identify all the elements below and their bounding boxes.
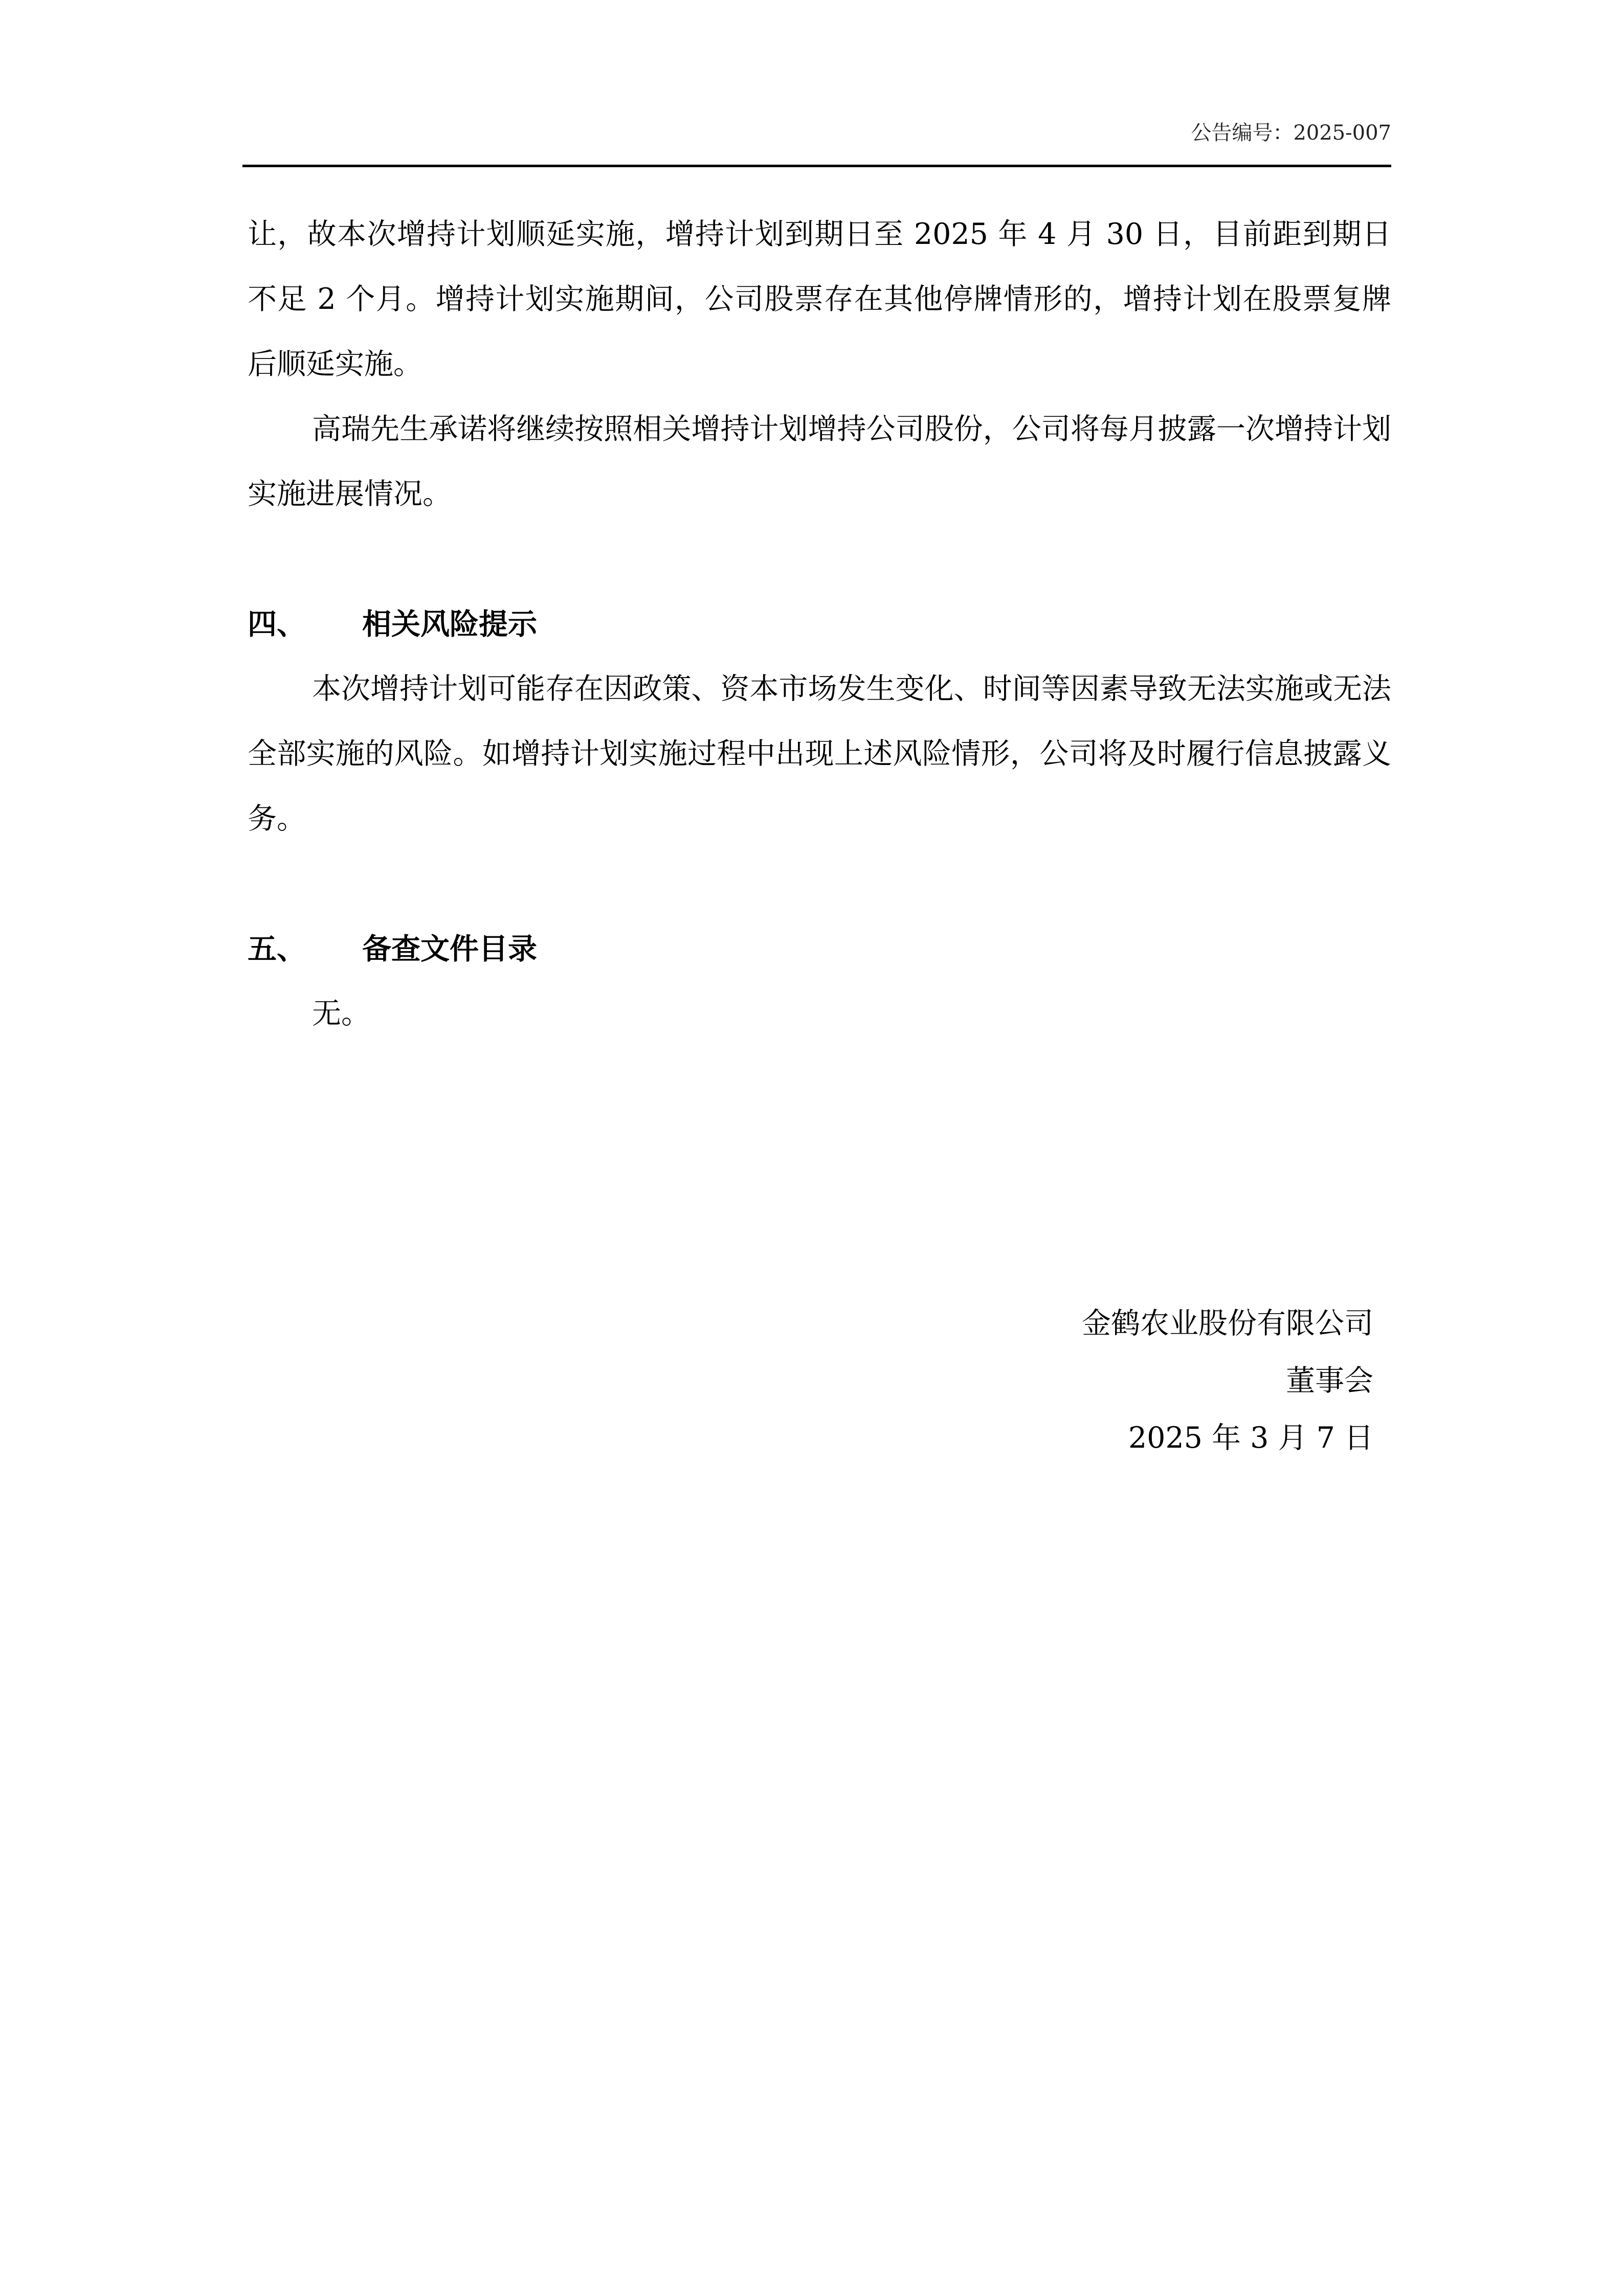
section-title: 相关风险提示 bbox=[362, 607, 537, 641]
signature-company: 金鹤农业股份有限公司 bbox=[1082, 1307, 1373, 1340]
section-heading-documents bbox=[248, 916, 1391, 981]
spacer bbox=[248, 851, 1391, 916]
section-number: 四、 bbox=[248, 607, 306, 641]
section-heading-risk bbox=[248, 592, 1391, 657]
signature-block bbox=[1082, 1295, 1373, 1467]
risk-paragraph: 本次增持计划可能存在因政策、资本市场发生变化、时间等因素导致无法实施或无法全部实施的风险。如增持计划实施过程中出现上述风险情形，公司将及时履行信息披露义务。 bbox=[248, 672, 1391, 836]
signature-date: 2025 年 3 月 7 日 bbox=[1128, 1421, 1373, 1455]
commitment-paragraph: 高瑞先生承诺将继续按照相关增持计划增持公司股份，公司将每月披露一次增持计划实施进展情况。 bbox=[248, 412, 1391, 511]
header-divider bbox=[242, 165, 1391, 167]
continuation-paragraph: 让，故本次增持计划顺延实施，增持计划到期日至 2025 年 4 月 30 日，目前距到期日不足 2 个月。增持计划实施期间，公司股票存在其他停牌情形的，增持计划在股票复牌后顺延实施。 bbox=[248, 217, 1391, 381]
spacer bbox=[248, 527, 1391, 592]
documents-paragraph: 无。 bbox=[312, 997, 370, 1030]
document-body bbox=[248, 202, 1391, 1046]
section-number: 五、 bbox=[248, 932, 306, 966]
announcement-number: 公告编号：2025-007 bbox=[1191, 121, 1391, 145]
section-title: 备查文件目录 bbox=[362, 932, 537, 966]
signature-board: 董事会 bbox=[1286, 1364, 1373, 1398]
